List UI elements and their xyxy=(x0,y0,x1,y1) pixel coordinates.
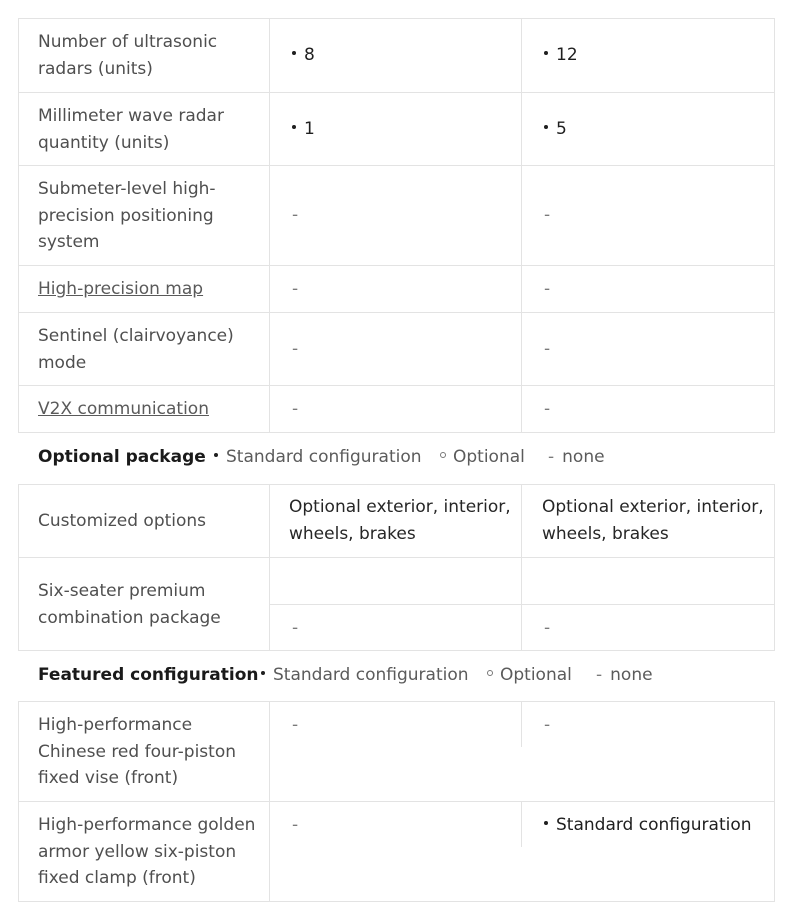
row-label-ultrasonic-radars: Number of ultrasonic radars (units) xyxy=(38,32,218,79)
row-label-four-piston-vise: High-performance Chinese red four-piston fixed vise (front) xyxy=(38,715,236,788)
v2x-communication-value-a: - xyxy=(292,399,299,419)
legend-none: - none xyxy=(548,447,605,467)
row-label-millimeter-wave-radar: Millimeter wave radar quantity (units) xyxy=(38,106,224,153)
row-label-six-seater-package: Six-seater premium combination package xyxy=(38,581,221,628)
customized-options-value-b: Optional exterior, interior, wheels, brakes xyxy=(542,497,764,544)
high-precision-map-value-b: - xyxy=(544,279,551,299)
row-label-sentinel-mode: Sentinel (clairvoyance) mode xyxy=(38,326,234,373)
v2x-communication-value-b: - xyxy=(544,399,551,419)
section-title-optional-package: Optional package xyxy=(38,447,206,467)
millimeter-radar-value-a: 1 xyxy=(292,116,315,142)
row-label-customized-options: Customized options xyxy=(38,511,207,531)
v2x-communication-link[interactable]: V2X communication xyxy=(38,399,209,419)
positioning-system-value-a: - xyxy=(292,205,299,225)
legend-standard-featured: Standard configuration xyxy=(261,665,469,685)
legend-none-featured: - none xyxy=(596,665,653,685)
four-piston-vise-value-b: - xyxy=(544,715,551,735)
six-seater-value-a: - xyxy=(292,618,299,638)
six-seater-value-b: - xyxy=(544,618,551,638)
section-title-featured-configuration: Featured configuration xyxy=(38,665,259,685)
legend-optional: Optional xyxy=(440,447,525,467)
ultrasonic-radars-value-b: 12 xyxy=(544,42,578,68)
ultrasonic-radars-value-a: 8 xyxy=(292,42,315,68)
six-piston-clamp-value-b: Standard configuration xyxy=(544,812,752,838)
sentinel-mode-value-a: - xyxy=(292,339,299,359)
four-piston-vise-value-a: - xyxy=(292,715,299,735)
row-label-positioning-system: Submeter-level high- precision positioning system xyxy=(38,179,216,252)
high-precision-map-link[interactable]: High-precision map xyxy=(38,279,204,299)
positioning-system-value-b: - xyxy=(544,205,551,225)
six-piston-clamp-value-a: - xyxy=(292,815,299,835)
row-label-six-piston-clamp: High-performance golden armor yellow six-piston fixed clamp (front) xyxy=(38,815,256,888)
customized-options-value-a: Optional exterior, interior, wheels, brakes xyxy=(289,497,511,544)
sentinel-mode-value-b: - xyxy=(544,339,551,359)
legend-optional-featured: Optional xyxy=(487,665,572,685)
high-precision-map-value-a: - xyxy=(292,279,299,299)
millimeter-radar-value-b: 5 xyxy=(544,116,567,142)
legend-standard: Standard configuration xyxy=(214,447,422,467)
